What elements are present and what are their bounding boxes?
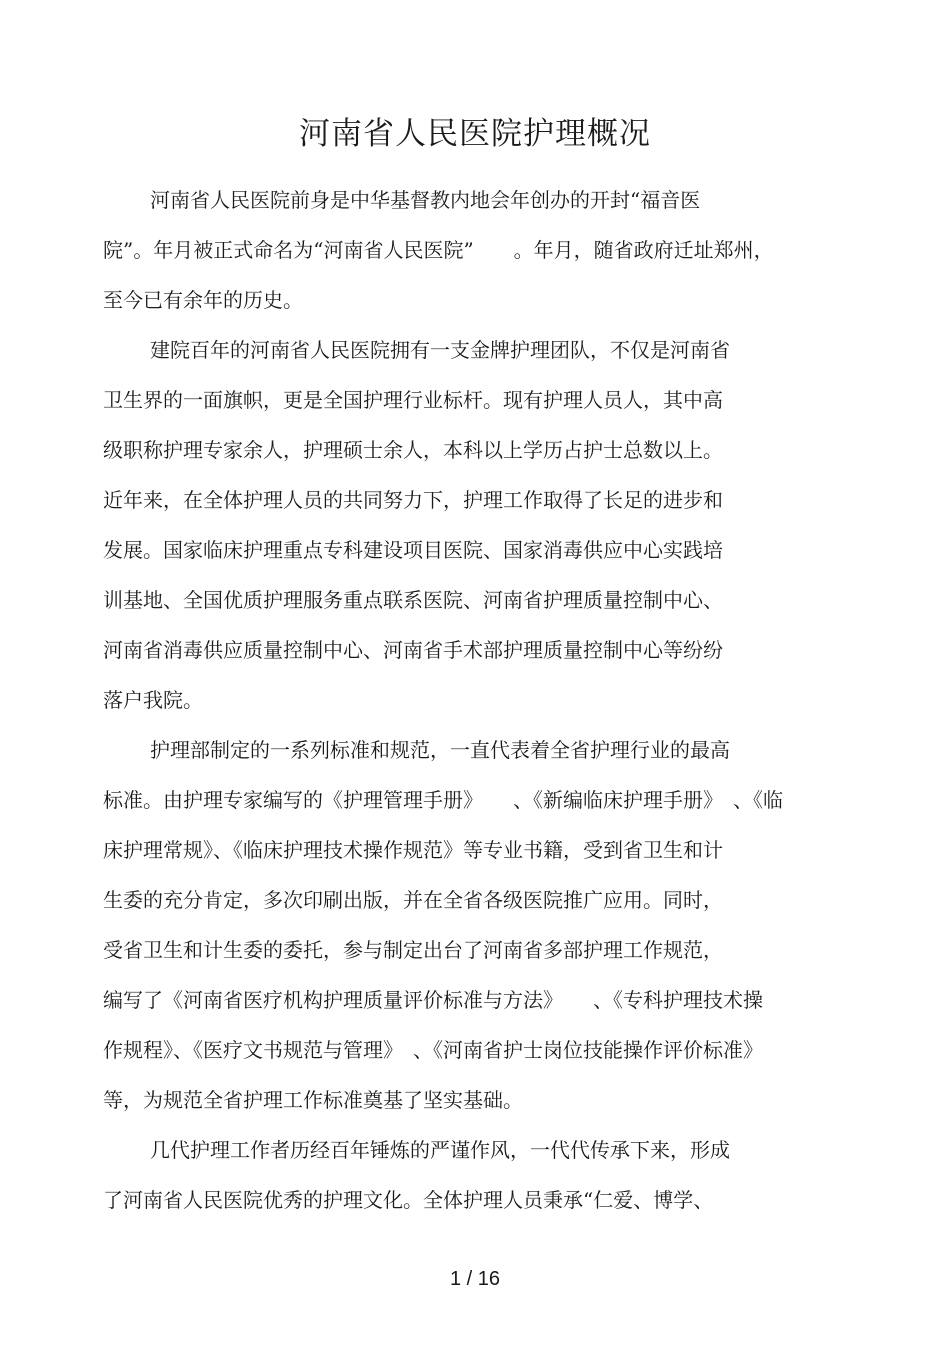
text-line: 院”。年月被正式命名为“河南省人民医院” 。年月，随省政府迁址郑州， xyxy=(103,238,774,262)
text-line: 标准。由护理专家编写的《护理管理手册》 、《新编临床护理手册》 、《临 xyxy=(103,788,783,812)
text-line: 级职称护理专家余人，护理硕士余人，本科以上学历占护士总数以上。 xyxy=(103,438,723,462)
text-line: 至今已有余年的历史。 xyxy=(103,288,303,312)
page-number: 1 / 16 xyxy=(449,1268,501,1290)
text-line: 训基地、全国优质护理服务重点联系医院、河南省护理质量控制中心、 xyxy=(103,588,723,612)
text-line: 发展。国家临床护理重点专科建设项目医院、国家消毒供应中心实践培 xyxy=(103,538,723,562)
text-line: 几代护理工作者历经百年锤炼的严谨作风，一代代传承下来，形成 xyxy=(150,1138,730,1162)
text-line: 河南省消毒供应质量控制中心、河南省手术部护理质量控制中心等纷纷 xyxy=(103,638,723,662)
text-line: 建院百年的河南省人民医院拥有一支金牌护理团队，不仅是河南省 xyxy=(150,338,730,362)
text-line: 作规程》、《医疗文书规范与管理》 、《河南省护士岗位技能操作评价标准》 xyxy=(103,1038,763,1062)
text-line: 护理部制定的一系列标准和规范，一直代表着全省护理行业的最高 xyxy=(150,738,730,762)
document-title: 河南省人民医院护理概况 xyxy=(299,116,651,152)
text-line: 了河南省人民医院优秀的护理文化。全体护理人员秉承“仁爱、博学、 xyxy=(103,1188,714,1212)
text-line: 落户我院。 xyxy=(103,688,203,712)
text-line: 生委的充分肯定，多次印刷出版，并在全省各级医院推广应用。同时， xyxy=(103,888,723,912)
text-line: 河南省人民医院前身是中华基督教内地会年创办的开封“福音医 xyxy=(150,188,701,212)
text-line: 床护理常规》、《临床护理技术操作规范》等专业书籍，受到省卫生和计 xyxy=(103,838,723,862)
text-line: 等，为规范全省护理工作标准奠基了坚实基础。 xyxy=(103,1088,523,1112)
text-line: 编写了《河南省医疗机构护理质量评价标准与方法》 、《专科护理技术操 xyxy=(103,988,763,1012)
text-line: 受省卫生和计生委的委托，参与制定出台了河南省多部护理工作规范， xyxy=(103,938,723,962)
text-line: 近年来，在全体护理人员的共同努力下，护理工作取得了长足的进步和 xyxy=(103,488,723,512)
text-line: 卫生界的一面旗帜，更是全国护理行业标杆。现有护理人员人，其中高 xyxy=(103,388,723,412)
